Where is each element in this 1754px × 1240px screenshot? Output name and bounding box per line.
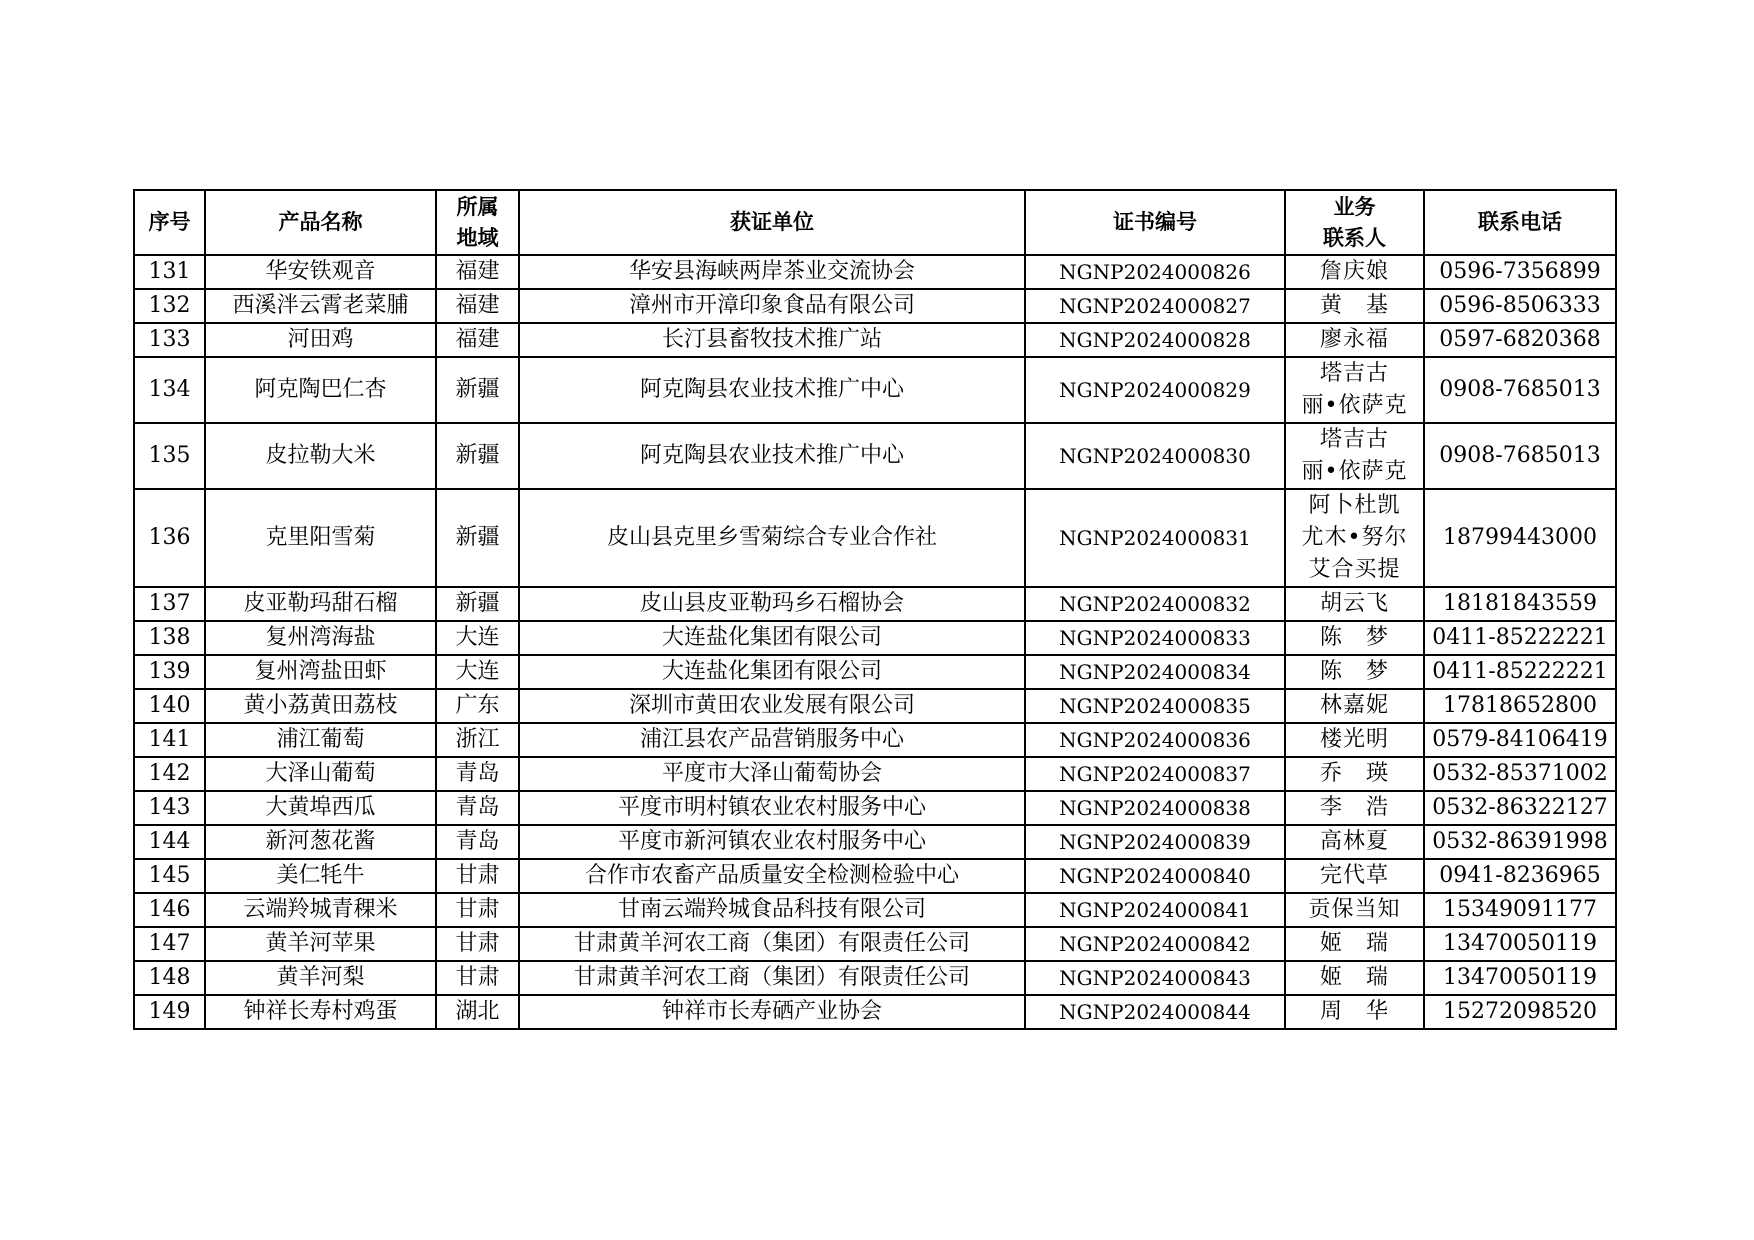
cell-phone: 0411-85222221 — [1424, 621, 1616, 655]
cell-unit: 甘南云端羚城食品科技有限公司 — [519, 893, 1025, 927]
cell-index: 149 — [134, 995, 205, 1029]
cell-contact — [1285, 357, 1424, 423]
cell-product: 云端羚城青稞米 — [205, 893, 436, 927]
cell-product: 大黄埠西瓜 — [205, 791, 436, 825]
cell-contact — [1285, 689, 1424, 723]
cell-unit: 阿克陶县农业技术推广中心 — [519, 423, 1025, 489]
contact-line: 楼光明 — [1319, 727, 1389, 752]
cell-product: 浦江葡萄 — [205, 723, 436, 757]
cell-unit: 大连盐化集团有限公司 — [519, 621, 1025, 655]
cell-region: 青岛 — [436, 791, 519, 825]
table-header-row — [134, 190, 1616, 255]
table-row — [134, 621, 1616, 655]
cell-region: 湖北 — [436, 995, 519, 1029]
cell-phone: 0411-85222221 — [1424, 655, 1616, 689]
cell-phone: 0908-7685013 — [1424, 423, 1616, 489]
table-row — [134, 357, 1616, 423]
cell-region: 甘肃 — [436, 927, 519, 961]
cell-contact — [1285, 927, 1424, 961]
cell-contact — [1285, 587, 1424, 621]
cell-product: 黄羊河梨 — [205, 961, 436, 995]
cell-contact — [1285, 289, 1424, 323]
cell-phone: 0579-84106419 — [1424, 723, 1616, 757]
cell-region: 甘肃 — [436, 961, 519, 995]
cell-phone: 0908-7685013 — [1424, 357, 1616, 423]
cell-cert-no: NGNP2024000833 — [1025, 621, 1285, 655]
cell-phone: 0532-85371002 — [1424, 757, 1616, 791]
cell-unit: 平度市新河镇农业农村服务中心 — [519, 825, 1025, 859]
table-row — [134, 587, 1616, 621]
contact-line: 姬 瑞 — [1319, 931, 1389, 956]
table-row — [134, 723, 1616, 757]
cell-index: 147 — [134, 927, 205, 961]
contact-line: 高林夏 — [1319, 829, 1389, 854]
contact-line: 李 浩 — [1319, 795, 1389, 820]
cell-region: 福建 — [436, 289, 519, 323]
cell-product: 皮拉勒大米 — [205, 423, 436, 489]
table-row — [134, 995, 1616, 1029]
contact-line: 丽•依萨克 — [1301, 393, 1408, 418]
table-body — [134, 255, 1616, 1029]
cell-cert-no: NGNP2024000839 — [1025, 825, 1285, 859]
table-row — [134, 489, 1616, 587]
cell-cert-no: NGNP2024000828 — [1025, 323, 1285, 357]
cell-cert-no: NGNP2024000831 — [1025, 489, 1285, 587]
cell-index: 145 — [134, 859, 205, 893]
cell-cert-no: NGNP2024000840 — [1025, 859, 1285, 893]
cell-unit: 阿克陶县农业技术推广中心 — [519, 357, 1025, 423]
contact-line: 陈 梦 — [1319, 659, 1389, 684]
cell-product: 克里阳雪菊 — [205, 489, 436, 587]
cell-index: 133 — [134, 323, 205, 357]
cell-phone: 15349091177 — [1424, 893, 1616, 927]
cell-contact — [1285, 655, 1424, 689]
cell-contact — [1285, 757, 1424, 791]
cell-phone: 13470050119 — [1424, 927, 1616, 961]
cell-index: 138 — [134, 621, 205, 655]
cell-cert-no: NGNP2024000841 — [1025, 893, 1285, 927]
cell-index: 142 — [134, 757, 205, 791]
certificate-table — [133, 189, 1617, 1030]
table-row — [134, 323, 1616, 357]
cell-product: 河田鸡 — [205, 323, 436, 357]
cell-region: 甘肃 — [436, 893, 519, 927]
cell-unit: 皮山县皮亚勒玛乡石榴协会 — [519, 587, 1025, 621]
table-row — [134, 927, 1616, 961]
cell-index: 144 — [134, 825, 205, 859]
cell-contact — [1285, 621, 1424, 655]
cell-contact — [1285, 893, 1424, 927]
cell-index: 137 — [134, 587, 205, 621]
cell-index: 141 — [134, 723, 205, 757]
cell-contact — [1285, 723, 1424, 757]
cell-product: 钟祥长寿村鸡蛋 — [205, 995, 436, 1029]
contact-line: 贡保当知 — [1308, 897, 1401, 922]
cell-unit: 深圳市黄田农业发展有限公司 — [519, 689, 1025, 723]
cell-phone: 18799443000 — [1424, 489, 1616, 587]
cell-phone: 18181843559 — [1424, 587, 1616, 621]
cell-region: 新疆 — [436, 587, 519, 621]
contact-line: 黄 基 — [1319, 293, 1389, 318]
cell-unit: 甘肃黄羊河农工商（集团）有限责任公司 — [519, 961, 1025, 995]
cell-unit: 合作市农畜产品质量安全检测检验中心 — [519, 859, 1025, 893]
table-row — [134, 757, 1616, 791]
cell-product: 大泽山葡萄 — [205, 757, 436, 791]
contact-line: 艾合买提 — [1308, 557, 1401, 582]
cell-unit: 浦江县农产品营销服务中心 — [519, 723, 1025, 757]
cell-region: 大连 — [436, 621, 519, 655]
cell-contact — [1285, 489, 1424, 587]
header-contact-line2: 联系人 — [1323, 225, 1386, 250]
table-row — [134, 423, 1616, 489]
header-region-line1: 所属 — [456, 194, 499, 219]
cell-region: 大连 — [436, 655, 519, 689]
contact-line: 尤木•努尔 — [1301, 525, 1408, 550]
cell-phone: 15272098520 — [1424, 995, 1616, 1029]
cell-unit: 漳州市开漳印象食品有限公司 — [519, 289, 1025, 323]
header-cert-no: 证书编号 — [1025, 190, 1285, 255]
cell-region: 福建 — [436, 255, 519, 289]
cell-unit: 钟祥市长寿硒产业协会 — [519, 995, 1025, 1029]
cell-contact — [1285, 791, 1424, 825]
table-row — [134, 825, 1616, 859]
cell-index: 148 — [134, 961, 205, 995]
cell-cert-no: NGNP2024000830 — [1025, 423, 1285, 489]
cell-cert-no: NGNP2024000837 — [1025, 757, 1285, 791]
cell-unit: 长汀县畜牧技术推广站 — [519, 323, 1025, 357]
header-unit: 获证单位 — [519, 190, 1025, 255]
contact-line: 塔吉古 — [1319, 427, 1389, 452]
contact-line: 陈 梦 — [1319, 625, 1389, 650]
cell-phone: 13470050119 — [1424, 961, 1616, 995]
table-row — [134, 961, 1616, 995]
cell-index: 131 — [134, 255, 205, 289]
contact-line: 廖永福 — [1319, 327, 1389, 352]
cell-region: 青岛 — [436, 825, 519, 859]
header-contact-line1: 业务 — [1333, 194, 1376, 219]
cell-product: 复州湾海盐 — [205, 621, 436, 655]
cell-contact — [1285, 859, 1424, 893]
cell-cert-no: NGNP2024000836 — [1025, 723, 1285, 757]
cell-product: 美仁牦牛 — [205, 859, 436, 893]
cell-unit: 皮山县克里乡雪菊综合专业合作社 — [519, 489, 1025, 587]
table-row — [134, 791, 1616, 825]
cell-region: 广东 — [436, 689, 519, 723]
cell-region: 青岛 — [436, 757, 519, 791]
header-product: 产品名称 — [205, 190, 436, 255]
cell-phone: 0532-86322127 — [1424, 791, 1616, 825]
cell-contact — [1285, 995, 1424, 1029]
cell-index: 132 — [134, 289, 205, 323]
cell-index: 134 — [134, 357, 205, 423]
cell-index: 135 — [134, 423, 205, 489]
cell-cert-no: NGNP2024000834 — [1025, 655, 1285, 689]
cell-cert-no: NGNP2024000844 — [1025, 995, 1285, 1029]
cell-contact — [1285, 255, 1424, 289]
cell-cert-no: NGNP2024000838 — [1025, 791, 1285, 825]
cell-phone: 0597-6820368 — [1424, 323, 1616, 357]
contact-line: 周 华 — [1319, 999, 1389, 1024]
contact-line: 塔吉古 — [1319, 361, 1389, 386]
cell-index: 136 — [134, 489, 205, 587]
contact-line: 乔 瑛 — [1319, 761, 1389, 786]
cell-product: 西溪泮云霄老菜脯 — [205, 289, 436, 323]
cell-contact — [1285, 961, 1424, 995]
cell-contact — [1285, 825, 1424, 859]
contact-line: 完代草 — [1319, 863, 1389, 888]
cell-region: 浙江 — [436, 723, 519, 757]
cell-unit: 甘肃黄羊河农工商（集团）有限责任公司 — [519, 927, 1025, 961]
contact-line: 丽•依萨克 — [1301, 459, 1408, 484]
contact-line: 阿卜杜凯 — [1308, 493, 1401, 518]
cell-phone: 0596-7356899 — [1424, 255, 1616, 289]
cell-product: 华安铁观音 — [205, 255, 436, 289]
table-row — [134, 859, 1616, 893]
table-row — [134, 893, 1616, 927]
header-phone: 联系电话 — [1424, 190, 1616, 255]
cell-phone: 0596-8506333 — [1424, 289, 1616, 323]
cell-cert-no: NGNP2024000826 — [1025, 255, 1285, 289]
cell-product: 新河葱花酱 — [205, 825, 436, 859]
cell-cert-no: NGNP2024000832 — [1025, 587, 1285, 621]
cell-cert-no: NGNP2024000843 — [1025, 961, 1285, 995]
cell-index: 146 — [134, 893, 205, 927]
cell-unit: 平度市明村镇农业农村服务中心 — [519, 791, 1025, 825]
table-row — [134, 289, 1616, 323]
cell-product: 皮亚勒玛甜石榴 — [205, 587, 436, 621]
table-row — [134, 255, 1616, 289]
contact-line: 胡云飞 — [1319, 591, 1389, 616]
cell-region: 甘肃 — [436, 859, 519, 893]
header-region-line2: 地域 — [456, 225, 499, 250]
cell-cert-no: NGNP2024000842 — [1025, 927, 1285, 961]
cell-unit: 大连盐化集团有限公司 — [519, 655, 1025, 689]
cell-phone: 0941-8236965 — [1424, 859, 1616, 893]
table-row — [134, 689, 1616, 723]
contact-line: 姬 瑞 — [1319, 965, 1389, 990]
header-contact — [1285, 190, 1424, 255]
cell-product: 复州湾盐田虾 — [205, 655, 436, 689]
cell-index: 143 — [134, 791, 205, 825]
header-index: 序号 — [134, 190, 205, 255]
header-region — [436, 190, 519, 255]
contact-line: 詹庆娘 — [1319, 259, 1389, 284]
cell-product: 阿克陶巴仁杏 — [205, 357, 436, 423]
cell-contact — [1285, 323, 1424, 357]
cell-region: 新疆 — [436, 357, 519, 423]
cell-region: 福建 — [436, 323, 519, 357]
cell-product: 黄羊河苹果 — [205, 927, 436, 961]
cell-region: 新疆 — [436, 423, 519, 489]
cell-contact — [1285, 423, 1424, 489]
cell-region: 新疆 — [436, 489, 519, 587]
cell-unit: 华安县海峡两岸茶业交流协会 — [519, 255, 1025, 289]
cell-unit: 平度市大泽山葡萄协会 — [519, 757, 1025, 791]
cell-phone: 17818652800 — [1424, 689, 1616, 723]
contact-line: 林嘉妮 — [1319, 693, 1389, 718]
table-row — [134, 655, 1616, 689]
cell-cert-no: NGNP2024000829 — [1025, 357, 1285, 423]
cell-cert-no: NGNP2024000835 — [1025, 689, 1285, 723]
cell-cert-no: NGNP2024000827 — [1025, 289, 1285, 323]
cell-index: 139 — [134, 655, 205, 689]
cell-phone: 0532-86391998 — [1424, 825, 1616, 859]
cell-product: 黄小荔黄田荔枝 — [205, 689, 436, 723]
cell-index: 140 — [134, 689, 205, 723]
